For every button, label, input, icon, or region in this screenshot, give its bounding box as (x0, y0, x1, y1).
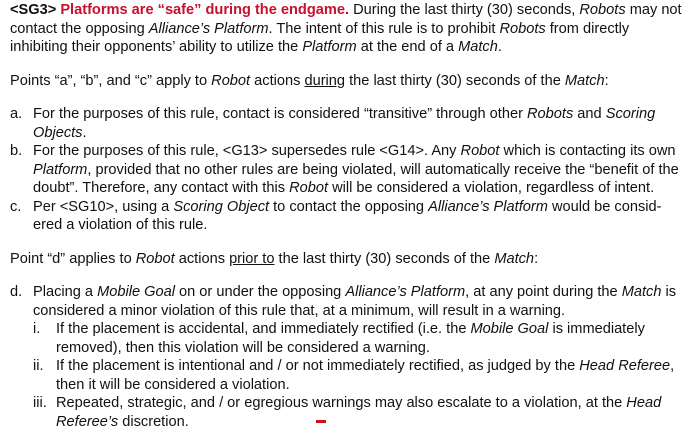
text-run: prior to (229, 250, 275, 267)
text-run: Head Referee (579, 358, 671, 374)
sub-item-ii (33, 357, 682, 394)
list-item-text (33, 283, 682, 320)
text-run: is considered a minor violation of this rule that, at a minimum, will result in a warning. (33, 284, 677, 319)
point-d-heading (10, 250, 682, 269)
text-run: the last thirty (30) seconds of the (345, 72, 565, 89)
text-run: Robots (499, 20, 546, 37)
text-run: Point “d” applies to (10, 250, 136, 267)
text-run: Match (458, 39, 498, 55)
list-marker: b. (10, 143, 23, 159)
text-run: Scoring Objects (33, 106, 656, 141)
sub-item-text (56, 357, 682, 394)
text-run: If the placement is accidental, and immediately rectified (i.e. the (56, 321, 471, 337)
text-run: Per <SG10>, using a (33, 198, 174, 215)
items-abc-list (10, 105, 682, 235)
text-run: actions (250, 72, 305, 89)
text-run: at the end of a (356, 39, 459, 55)
points-abc-heading (10, 72, 682, 91)
list-item-d (10, 283, 682, 320)
text-run: would be consid-ered a violation of this rule. (33, 198, 662, 233)
rule-code: <SG3> (10, 2, 57, 18)
sub-item-text (56, 320, 682, 357)
sub-item-iii (33, 394, 682, 431)
list-item-c (10, 198, 682, 235)
list-marker: a. (10, 106, 23, 122)
text-run: the last thirty (30) seconds of the (274, 250, 495, 267)
text-run: on or under the opposing (174, 284, 346, 300)
text-run: During the last thirty (30) seconds, (349, 2, 580, 18)
text-run: Alliance’s Platform (148, 20, 269, 37)
text-run: Robot (211, 72, 251, 89)
list-item-text (33, 105, 682, 142)
text-run: discretion. (118, 413, 189, 430)
text-run: and (573, 106, 606, 122)
text-run: which is contacting its own (499, 143, 676, 159)
text-run: Mobile Goal (97, 284, 175, 300)
text-run: , provided that no other rules are being violated, will automatically receive the “benefit of the doubt”. Therefore, any contact with this (33, 161, 679, 196)
sub-marker: iii. (33, 395, 47, 411)
text-run: may not contact the opposing (10, 2, 682, 37)
text-run: : (534, 250, 539, 267)
list-marker: d. (10, 284, 23, 300)
text-run: , then it will be considered a violation. (56, 358, 675, 393)
text-run: to contact the opposing (269, 198, 429, 215)
text-run: . (82, 124, 87, 141)
sub-item-text (56, 394, 682, 431)
text-run: . The intent of this rule is to prohibit (268, 20, 500, 37)
text-run: , at any point during the (465, 284, 622, 300)
text-run: will be considered a violation, regardless of intent. (328, 180, 655, 196)
list-marker: c. (10, 198, 22, 215)
text-run: For the purposes of this rule, <G13> supersedes rule <G14>. Any (33, 143, 461, 159)
text-run: Robots (527, 106, 574, 122)
text-run: Points “a”, “b”, and “c” apply to (10, 72, 212, 89)
sub-marker: i. (33, 321, 41, 337)
text-run: For the purposes of this rule, contact is considered “transitive” through other (33, 106, 527, 122)
text-run: . (497, 39, 502, 55)
list-item-a (10, 105, 682, 142)
text-run: : (604, 72, 609, 89)
text-run: Platform (302, 39, 357, 55)
text-run: Match (564, 72, 605, 89)
text-run: Placing a (33, 284, 98, 300)
text-run: during (304, 72, 346, 89)
text-run: Robot (460, 143, 500, 159)
text-run: Mobile Goal (470, 321, 549, 337)
text-run: Robot (289, 180, 329, 196)
list-item-text (33, 198, 682, 235)
text-run: Match (621, 284, 662, 300)
rule-intro-paragraph (10, 1, 682, 57)
text-run: Head Referee’s (56, 395, 662, 430)
list-item-b (10, 142, 682, 198)
text-run: is immediately removed), then this violation will be considered a warning. (56, 321, 645, 356)
rule-document (10, 0, 682, 431)
text-run: Match (494, 250, 535, 267)
sub-marker: ii. (33, 358, 44, 374)
text-run: Platform (33, 161, 88, 178)
text-run: actions (174, 250, 230, 267)
sub-item-i (33, 320, 682, 357)
text-run: Robot (135, 250, 175, 267)
list-item-text (33, 142, 682, 198)
rule-title: Platforms are “safe” during the endgame. (60, 2, 350, 18)
text-run: Alliance’s Platform (428, 198, 548, 215)
text-run: from directly inhibiting their opponents’ ability to utilize the (10, 20, 630, 55)
text-run: If the placement is intentional and / or not immediately rectified, as judged by the (56, 358, 580, 374)
text-run: Scoring Object (173, 198, 270, 215)
text-run: Robots (579, 2, 626, 18)
text-run: Alliance’s Platform (345, 284, 466, 300)
red-edit-mark (316, 420, 326, 423)
text-run: Repeated, strategic, and / or egregious warnings may also escalate to a violation, at the (56, 395, 627, 411)
